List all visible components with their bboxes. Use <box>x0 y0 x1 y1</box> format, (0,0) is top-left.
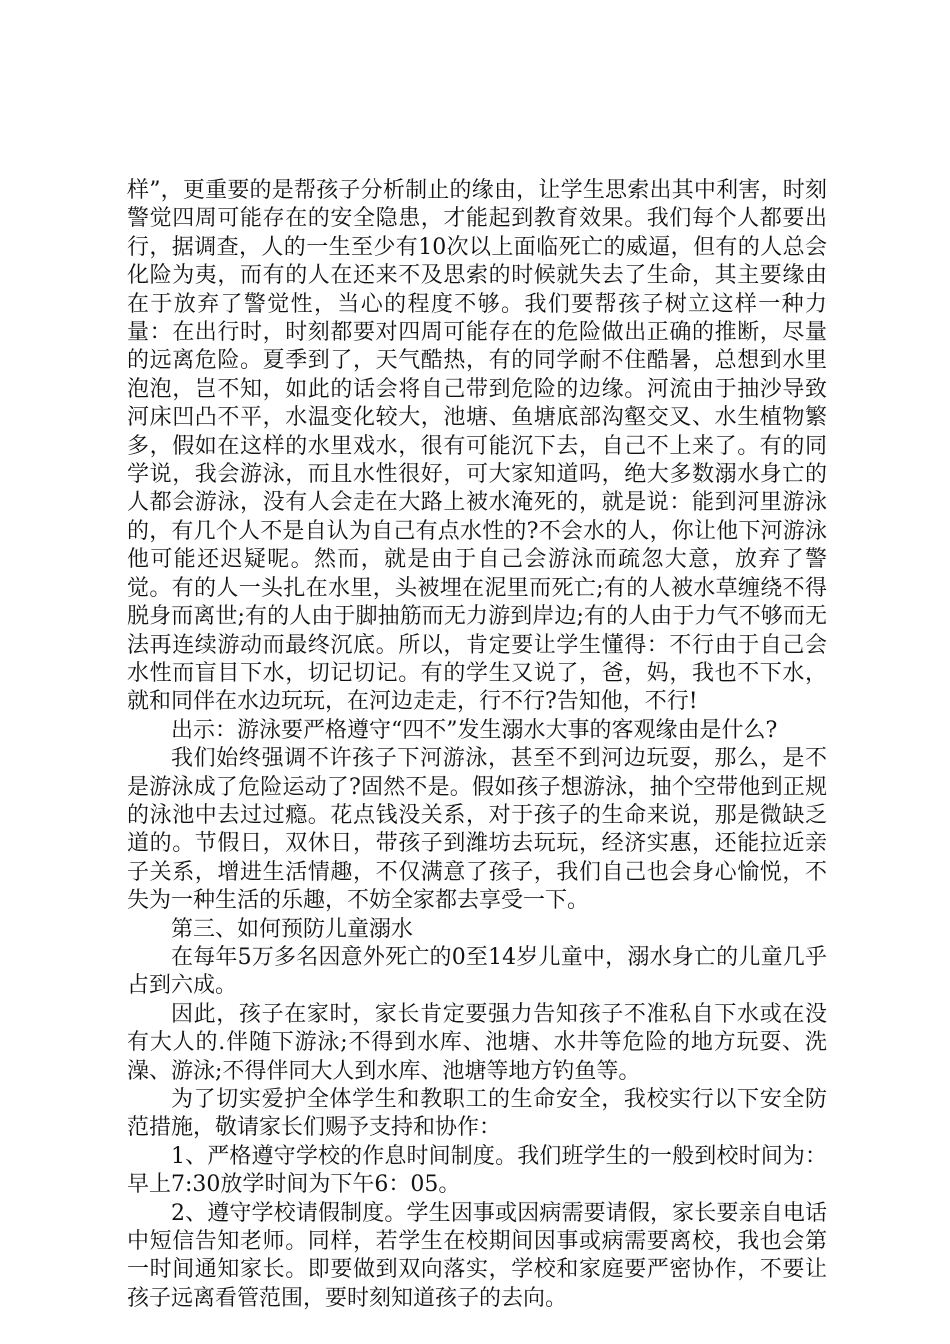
paragraph-6: 因此，孩子在家时，家长肯定要强力告知孩子不准私自下水或在没有大人的.伴随下游泳;不得到水库、池塘、水井等危险的地方玩耍、洗澡、游泳;不得伴同大人到水库、池塘等地方钓鱼等。 <box>127 1001 827 1084</box>
paragraph-7: 为了切实爱护全体学生和教职工的生命安全，我校实行以下安全防范措施，敬请家长们赐予支持和协作： <box>127 1087 827 1141</box>
paragraph-5: 在每年5万多名因意外死亡的0至14岁儿童中，溺水身亡的儿童几乎占到六成。 <box>127 944 827 999</box>
document-body <box>127 177 827 1313</box>
paragraph-3: 我们始终强调不许孩子下河游泳，甚至不到河边玩耍，那么，是不是游泳成了危险运动了?固然不是。假如孩子想游泳，抽个空带他到正规的泳池中去过过瘾。花点钱没关系，对于孩子的生命来说，那是微缺乏道的。节假日，双休日，带孩子到潍坊去玩玩，经济实惠，还能拉近亲子关系，增进生活情趣，不仅满意了孩子，我们自己也会身心愉悦，不失为一种生活的乐趣，不妨全家都去享受一下。 <box>127 746 827 914</box>
list-item-2: 2、遵守学校请假制度。学生因事或因病需要请假，家长要亲自电话中短信告知老师。同样，若学生在校期间因事或病需要离校，我也会第一时间通知家长。即要做到双向落实，学校和家庭要严密协作，不要让孩子远离看管范围，要时刻知道孩子的去向。 <box>127 1200 827 1311</box>
paragraph-1: 样”，更重要的是帮孩子分析制止的缘由，让学生思索出其中利害，时刻警觉四周可能存在的安全隐患，才能起到教育效果。我们每个人都要出行，据调查，人的一生至少有10次以上面临死亡的威逼，但有的人总会化险为夷，而有的人在还来不及思索的时候就失去了生命，其主要缘由在于放弃了警觉性，当心的程度不够。我们要帮孩子树立这样一种力量：在出行时，时刻都要对四周可能存在的危险做出正确的推断，尽量的远离危险。夏季到了，天气酷热，有的同学耐不住酷暑，总想到水里泡泡，岂不知，如此的话会将自己带到危险的边缘。河流由于抽沙导致河床凹凸不平，水温变化较大，池塘、鱼塘底部沟壑交叉、水生植物繁多，假如在这样的水里戏水，很有可能沉下去，自己不上来了。有的同学说，我会游泳，而且水性很好，可大家知道吗，绝大多数溺水身亡的人都会游泳，没有人会走在大路上被水淹死的，就是说：能到河里游泳的，有几个人不是自认为自己有点水性的?不会水的人，你让他下河游泳他可能还迟疑呢。然而，就是由于自己会游泳而疏忽大意，放弃了警觉。有的人一头扎在水里，头被埋在泥里而死亡;有的人被水草缠绕不得脱身而离世;有的人由于脚抽筋而无力游到岸边;有的人由于力气不够而无法再连续游动而最终沉底。所以，肯定要让学生懂得：不行由于自己会水性而盲目下水，切记切记。有的学生又说了，爸，妈，我也不下水，就和同伴在水边玩玩，在河边走走，行不行?告知他，不行! <box>127 178 827 715</box>
section-heading: 第三、如何预防儿童溺水 <box>171 916 414 942</box>
list-item-1: 1、严格遵守学校的作息时间制度。我们班学生的一般到校时间为：早上7:30放学时间为下午6：05。 <box>127 1143 827 1198</box>
paragraph-2: 出示：游泳要严格遵守“四不”发生溺水大事的客观缘由是什么? <box>171 717 778 743</box>
